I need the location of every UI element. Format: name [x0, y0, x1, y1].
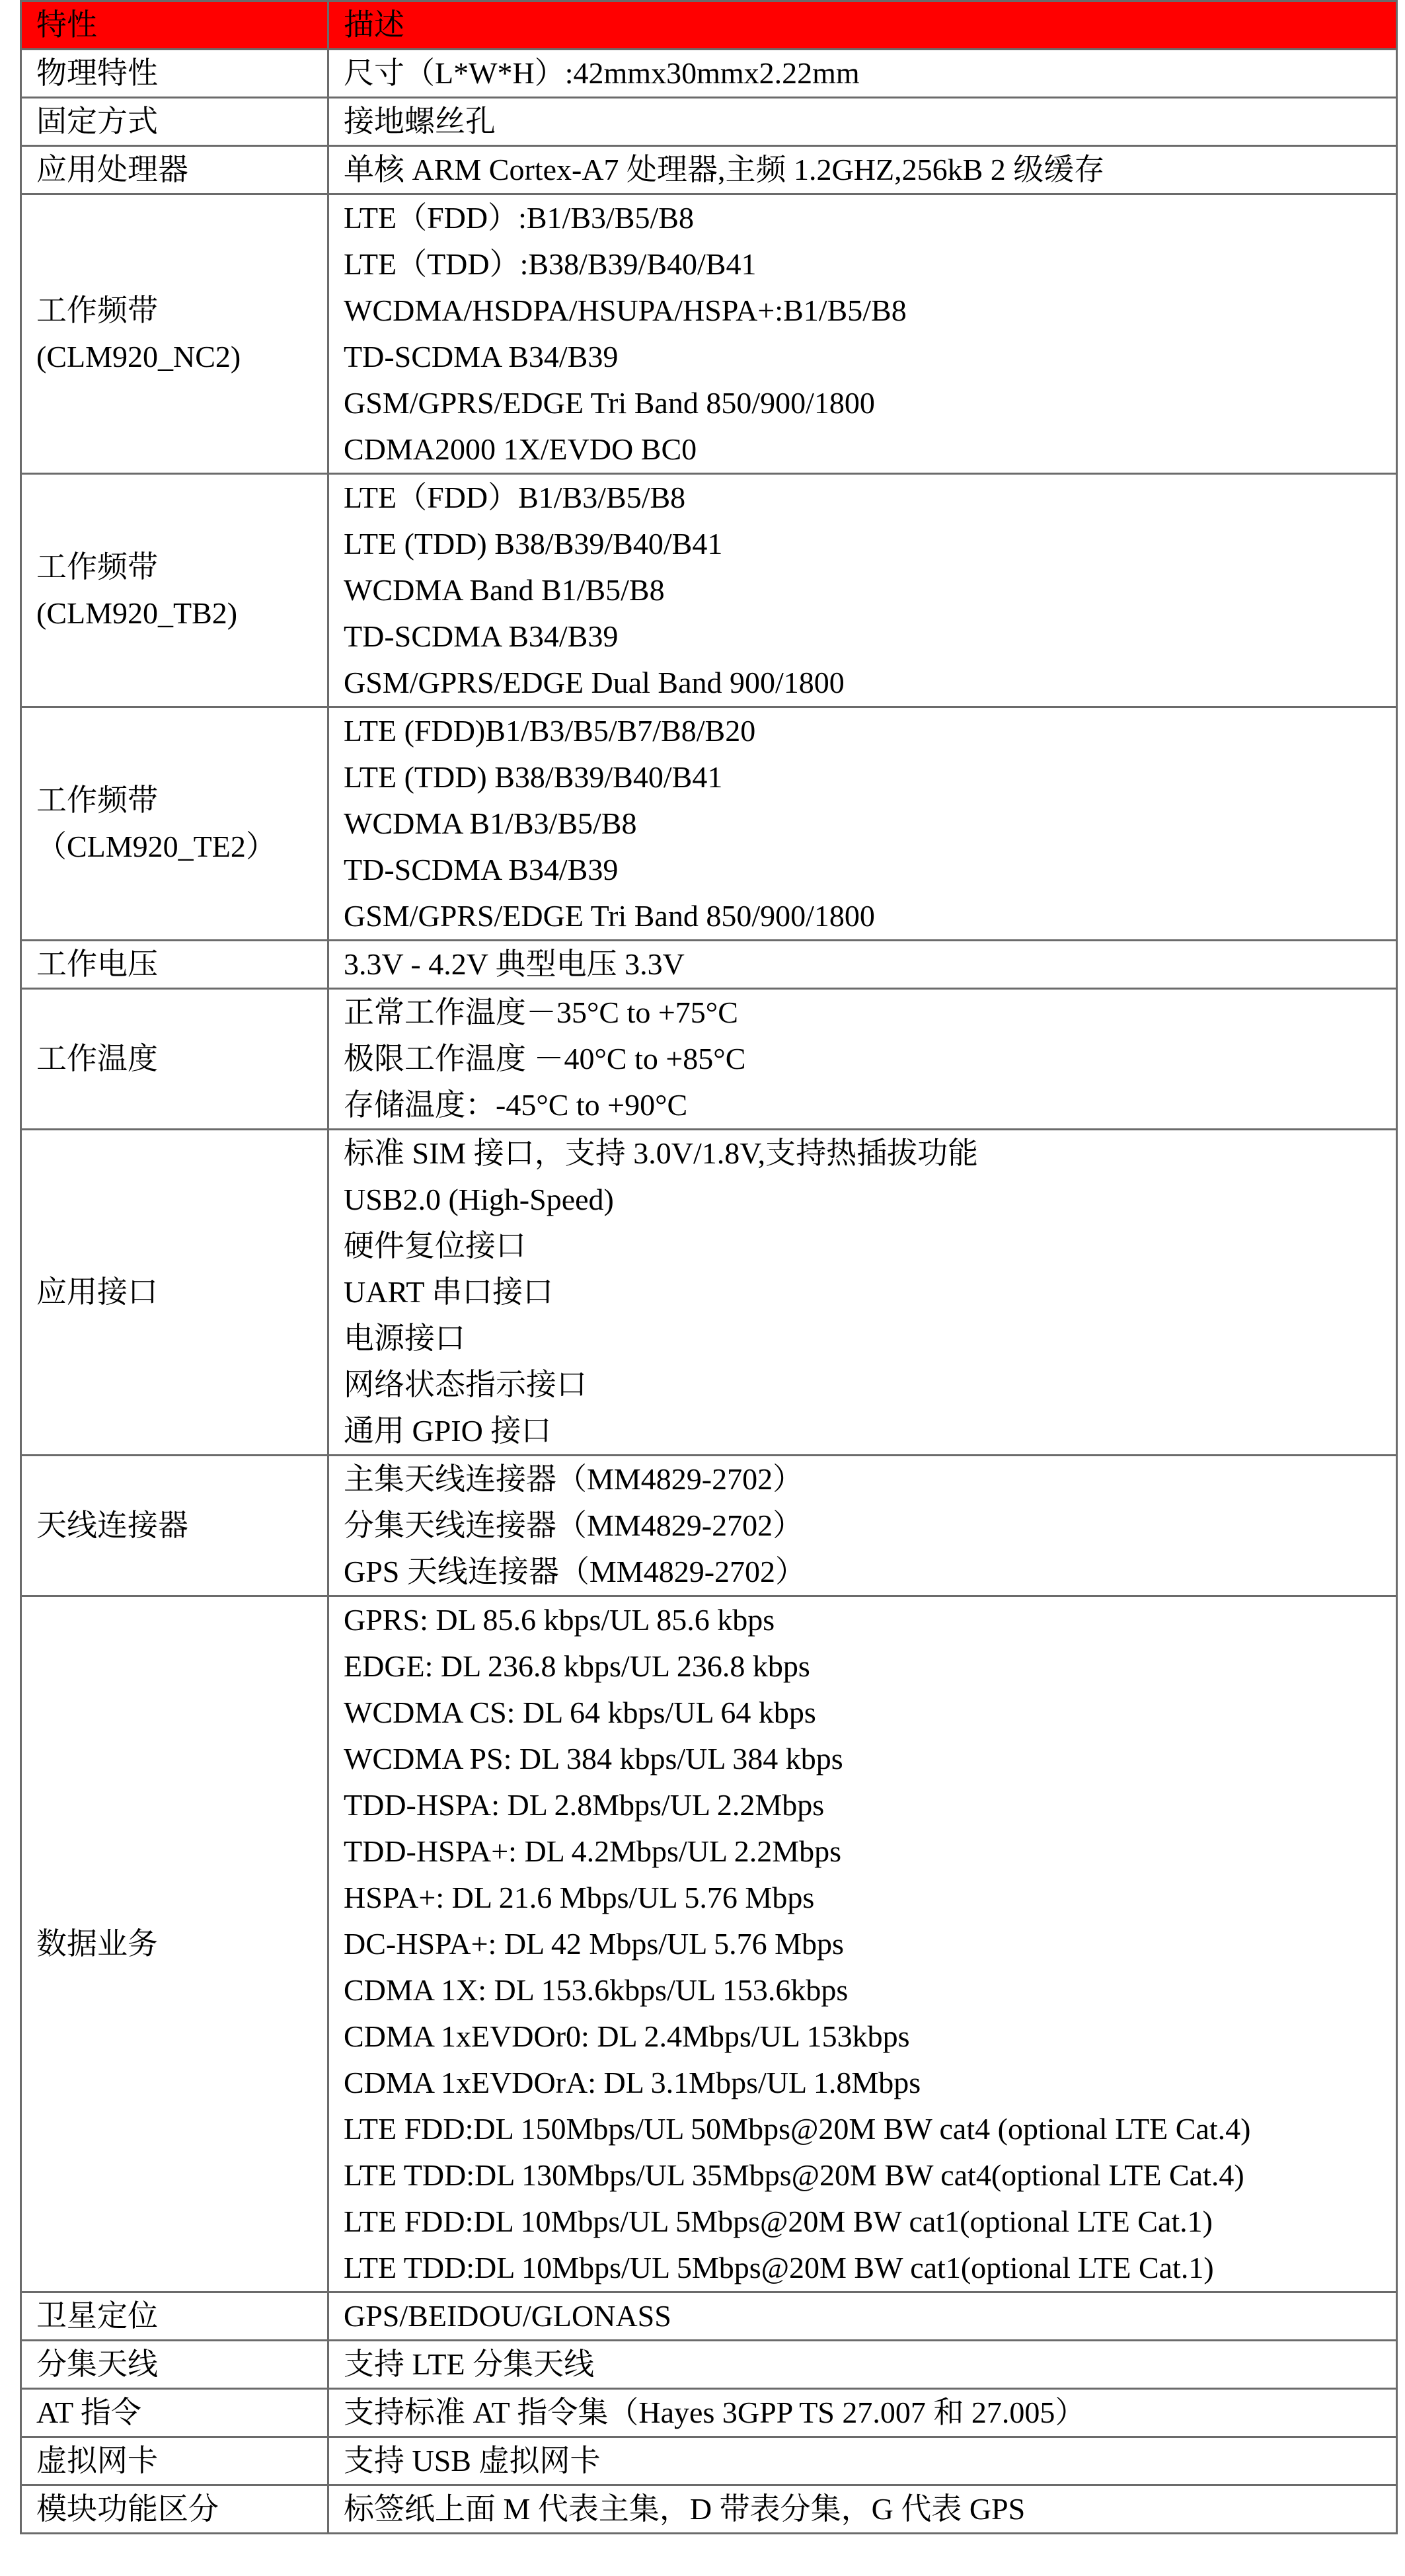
feature-label: AT 指令: [36, 2396, 141, 2429]
feature-cell: [21, 98, 328, 146]
feature-label: 虚拟网卡: [36, 2444, 158, 2478]
description-line: WCDMA CS: DL 64 kbps/UL 64 kbps: [344, 1696, 816, 1729]
description-line: TDD-HSPA: DL 2.8Mbps/UL 2.2Mbps: [344, 1788, 825, 1822]
feature-label: 工作电压: [36, 947, 158, 981]
table-row: [21, 50, 1397, 98]
description-cell: [328, 707, 1397, 941]
table-row: [21, 2437, 1397, 2485]
feature-label: 工作频带: [36, 293, 158, 327]
description-line: TD-SCDMA B34/B39: [344, 619, 619, 653]
table-row: [21, 98, 1397, 146]
header-row: [21, 1, 1397, 50]
table-row: [21, 989, 1397, 1130]
description-cell: [328, 98, 1397, 146]
description-cell: [328, 941, 1397, 989]
description-line: 正常工作温度－35°C to +75°C: [344, 995, 738, 1029]
feature-label: （CLM920_TE2）: [36, 830, 276, 863]
description-line: LTE (TDD) B38/B39/B40/B41: [344, 527, 723, 561]
feature-label: 工作频带: [36, 783, 158, 817]
description-line: 支持标准 AT 指令集（Hayes 3GPP TS 27.007 和 27.005）: [344, 2396, 1086, 2429]
feature-cell: [21, 194, 328, 474]
feature-cell: [21, 2389, 328, 2437]
description-cell: [328, 146, 1397, 194]
feature-cell: [21, 474, 328, 707]
description-line: GPRS: DL 85.6 kbps/UL 85.6 kbps: [344, 1603, 775, 1637]
feature-cell: [21, 146, 328, 194]
description-line: 3.3V - 4.2V 典型电压 3.3V: [344, 947, 685, 981]
description-line: LTE (TDD) B38/B39/B40/B41: [344, 760, 723, 794]
description-cell: [328, 2437, 1397, 2485]
description-line: WCDMA/HSDPA/HSUPA/HSPA+:B1/B5/B8: [344, 293, 907, 327]
feature-label: 工作温度: [36, 1042, 158, 1075]
description-line: UART 串口接口: [344, 1275, 554, 1309]
description-line: 标准 SIM 接口，支持 3.0V/1.8V,支持热插拔功能: [344, 1136, 979, 1170]
description-line: LTE FDD:DL 10Mbps/UL 5Mbps@20M BW cat1(optional LTE Cat.1): [344, 2205, 1213, 2238]
feature-cell: [21, 1130, 328, 1456]
feature-cell: [21, 941, 328, 989]
description-line: CDMA 1xEVDOr0: DL 2.4Mbps/UL 153kbps: [344, 2019, 910, 2053]
description-line: GPS/BEIDOU/GLONASS: [344, 2299, 671, 2333]
description-line: LTE TDD:DL 130Mbps/UL 35Mbps@20M BW cat4(optional LTE Cat.4): [344, 2158, 1244, 2192]
description-line: WCDMA B1/B3/B5/B8: [344, 806, 637, 840]
feature-cell: [21, 2292, 328, 2341]
feature-cell: [21, 989, 328, 1130]
description-line: USB2.0 (High-Speed): [344, 1183, 614, 1216]
description-line: LTE（FDD）:B1/B3/B5/B8: [344, 201, 694, 235]
feature-cell: [21, 2485, 328, 2534]
description-line: LTE TDD:DL 10Mbps/UL 5Mbps@20M BW cat1(optional LTE Cat.1): [344, 2251, 1214, 2284]
table-row: [21, 194, 1397, 474]
spec-table-header: [21, 1, 1397, 50]
description-line: 单核 ARM Cortex-A7 处理器,主频 1.2GHZ,256kB 2 级缓存: [344, 153, 1105, 186]
feature-label: 卫星定位: [36, 2299, 158, 2333]
description-line: LTE FDD:DL 150Mbps/UL 50Mbps@20M BW cat4 (optional LTE Cat.4): [344, 2112, 1251, 2146]
feature-label: 数据业务: [36, 1927, 158, 1961]
table-row: [21, 707, 1397, 941]
description-cell: [328, 1130, 1397, 1456]
description-line: WCDMA Band B1/B5/B8: [344, 573, 665, 607]
feature-cell: [21, 707, 328, 941]
feature-cell: [21, 1596, 328, 2292]
spec-table-body: [21, 50, 1397, 2534]
table-row: [21, 2292, 1397, 2341]
description-cell: [328, 50, 1397, 98]
description-line: 标签纸上面 M 代表主集，D 带表分集，G 代表 GPS: [344, 2492, 1026, 2526]
column-header-feature: 特性: [21, 1, 328, 50]
description-line: CDMA 1X: DL 153.6kbps/UL 153.6kbps: [344, 1973, 849, 2007]
description-line: GSM/GPRS/EDGE Dual Band 900/1800: [344, 666, 845, 699]
feature-label: (CLM920_TB2): [36, 596, 238, 630]
description-line: 通用 GPIO 接口: [344, 1414, 552, 1448]
description-line: EDGE: DL 236.8 kbps/UL 236.8 kbps: [344, 1649, 810, 1683]
feature-label: 应用接口: [36, 1275, 158, 1309]
description-cell: [328, 2485, 1397, 2534]
feature-cell: [21, 2437, 328, 2485]
description-line: LTE（TDD）:B38/B39/B40/B41: [344, 247, 757, 281]
feature-cell: [21, 1456, 328, 1596]
description-line: 分集天线连接器（MM4829-2702）: [344, 1508, 804, 1542]
feature-cell: [21, 50, 328, 98]
feature-cell: [21, 2341, 328, 2389]
feature-label: 物理特性: [36, 56, 158, 90]
feature-label: (CLM920_NC2): [36, 340, 241, 373]
spec-table: [20, 0, 1398, 2534]
description-line: WCDMA PS: DL 384 kbps/UL 384 kbps: [344, 1742, 843, 1776]
feature-label: 天线连接器: [36, 1508, 188, 1542]
description-line: GSM/GPRS/EDGE Tri Band 850/900/1800: [344, 386, 875, 420]
description-line: TD-SCDMA B34/B39: [344, 853, 619, 886]
description-line: 支持 LTE 分集天线: [344, 2347, 595, 2381]
description-line: 网络状态指示接口: [344, 1368, 587, 1401]
feature-label: 分集天线: [36, 2347, 158, 2381]
feature-label: 工作频带: [36, 550, 158, 584]
description-cell: [328, 2389, 1397, 2437]
table-row: [21, 146, 1397, 194]
table-row: [21, 941, 1397, 989]
description-line: 支持 USB 虚拟网卡: [344, 2444, 601, 2478]
description-cell: [328, 1456, 1397, 1596]
description-cell: [328, 1596, 1397, 2292]
description-line: 存储温度：-45°C to +90°C: [344, 1088, 688, 1122]
table-row: [21, 474, 1397, 707]
description-line: 电源接口: [344, 1321, 465, 1355]
table-row: [21, 1456, 1397, 1596]
feature-label: 固定方式: [36, 104, 158, 138]
description-line: 主集天线连接器（MM4829-2702）: [344, 1462, 804, 1496]
description-line: CDMA2000 1X/EVDO BC0: [344, 432, 697, 466]
description-line: 尺寸（L*W*H）:42mmx30mmx2.22mm: [344, 56, 860, 90]
description-cell: [328, 2292, 1397, 2341]
feature-label: 模块功能区分: [36, 2492, 219, 2526]
table-row: [21, 2341, 1397, 2389]
description-line: HSPA+: DL 21.6 Mbps/UL 5.76 Mbps: [344, 1881, 815, 1914]
description-cell: [328, 989, 1397, 1130]
description-cell: [328, 194, 1397, 474]
description-line: LTE（FDD）B1/B3/B5/B8: [344, 481, 686, 514]
description-cell: [328, 2341, 1397, 2389]
table-row: [21, 1596, 1397, 2292]
description-line: CDMA 1xEVDOrA: DL 3.1Mbps/UL 1.8Mbps: [344, 2066, 921, 2099]
description-line: GSM/GPRS/EDGE Tri Band 850/900/1800: [344, 899, 875, 933]
table-row: [21, 1130, 1397, 1456]
description-line: 硬件复位接口: [344, 1229, 526, 1263]
description-line: GPS 天线连接器（MM4829-2702）: [344, 1555, 806, 1588]
description-cell: [328, 474, 1397, 707]
column-header-description: 描述: [328, 1, 1397, 50]
description-line: LTE (FDD)B1/B3/B5/B7/B8/B20: [344, 714, 756, 748]
description-line: 接地螺丝孔: [344, 104, 496, 138]
description-line: DC-HSPA+: DL 42 Mbps/UL 5.76 Mbps: [344, 1927, 844, 1961]
table-row: [21, 2389, 1397, 2437]
description-line: TD-SCDMA B34/B39: [344, 340, 619, 373]
description-line: 极限工作温度 －40°C to +85°C: [344, 1042, 746, 1075]
feature-label: 应用处理器: [36, 153, 188, 186]
table-row: [21, 2485, 1397, 2534]
description-line: TDD-HSPA+: DL 4.2Mbps/UL 2.2Mbps: [344, 1834, 842, 1868]
